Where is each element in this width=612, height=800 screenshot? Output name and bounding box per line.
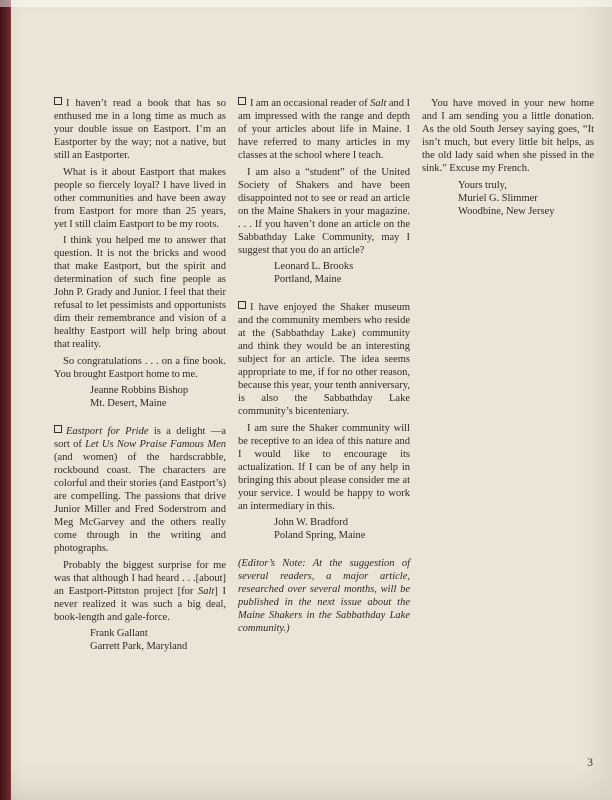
signature-line: Poland Spring, Maine xyxy=(274,530,366,541)
signature-line: Jeanne Robbins Bishop xyxy=(90,385,189,396)
body-text: What is it about Eastport that makes people so fiercely loyal? I have lived in other communities and have been away from Eastport for more than 25 years, yet I still claim Eastport to be my roots. xyxy=(54,166,226,230)
italic-text: Let Us Now Praise Famous Men xyxy=(85,439,226,450)
body-text: I am also a “student” of the United Society of Shakers and have been disappointed not to see or read an article on the Maine Shakers in your magazine. . . . If you haven’t done an article on the Sabbathday Lake Community, may I suggest that you do an article? xyxy=(238,166,410,256)
italic-text: (Editor’s Note: At the suggestion of several readers, a major article, researched over several months, will be published in the next issue about the Maine Shakers in the Sabbathday Lake community.) xyxy=(238,558,410,634)
letter-paragraph xyxy=(422,97,594,175)
body-text: and I am impressed with the range and depth of your articles about life in Maine. I have referred to many articles in my classes at the school where I teach. xyxy=(238,98,410,161)
letter-paragraph xyxy=(54,355,226,381)
letter-paragraph xyxy=(54,559,226,624)
signature-line: Mt. Desert, Maine xyxy=(90,398,167,409)
signature-block xyxy=(54,384,226,410)
signature-line: Muriel G. Slimmer xyxy=(458,192,538,204)
signature-block xyxy=(54,627,226,653)
letters-column-1 xyxy=(54,97,226,668)
letters-column-2 xyxy=(238,97,410,668)
body-text: is a delight —a sort of xyxy=(54,426,227,450)
body-text: I think you helped me to answer that question. It is not the bricks and wood that make Eastport, but the spirit and determination of such fine people as John P. Grady and Junior. I feel that their refusal to let pessimists and opportunists dim their remembrance and vision of a healthy Eastport will help bring about that reality. xyxy=(54,235,226,350)
body-text: So congratulations . . . on a fine book. You brought Eastport home to me. xyxy=(54,355,226,380)
binding-strip xyxy=(0,0,11,800)
body-text: You have moved in your new home and I am sending you a little donation. As the old South Jersey saying goes, “It isn’t much, but every little bit helps, as the old lady said when she pissed in the sink.” Excuse my French. xyxy=(422,98,594,174)
letter-paragraph xyxy=(54,166,226,231)
letter-paragraph xyxy=(54,234,226,351)
signature-line: Yours truly, xyxy=(458,179,507,191)
signature-line: John W. Bradford xyxy=(274,517,348,528)
signature-block xyxy=(238,260,410,286)
letter-paragraph xyxy=(54,97,226,162)
letter-marker-icon xyxy=(54,425,62,433)
letter-paragraph xyxy=(238,301,410,418)
signature-block xyxy=(238,516,410,542)
letter-paragraph xyxy=(54,425,226,555)
letter-marker-icon xyxy=(238,301,246,309)
letter-marker-icon xyxy=(54,97,62,105)
letter-paragraph xyxy=(238,166,410,257)
body-text: I have enjoyed the Shaker museum and the community members who reside at the (Sabbathday Lake) community and think they would be an interesting subject for an article. The idea seems appropriate to me, if for no other reason, because this year, your tenth anniversary, is also the Sabbathday Lake community’s bicenteniary. xyxy=(238,302,410,417)
signature-line: Frank Gallant xyxy=(90,628,148,639)
signature-block xyxy=(422,179,594,218)
letter-paragraph xyxy=(238,422,410,513)
body-text: I am sure the Shaker community will be receptive to an idea of this nature and I would like to encourage its actualization. If I can be of any help in bringing this about please consider me at your service. I would be happy to work an intermediary in this. xyxy=(238,422,410,512)
page-number: 3 xyxy=(587,757,593,769)
signature-line: Woodbine, New Jersey xyxy=(458,205,555,217)
italic-text: Salt xyxy=(198,585,215,597)
signature-line: Garrett Park, Maryland xyxy=(90,641,188,652)
body-text: ] I never realized it was such a big deal, book-length and gale-force. xyxy=(54,585,226,623)
editor-note xyxy=(238,557,410,635)
body-text: I haven’t read a book that has so enthused me in a long time as much as your double issue on Eastport. I’m an Eastporter by the way; not a native, but still an Eastporter. xyxy=(54,98,226,161)
signature-line: Leonard L. Brooks xyxy=(274,261,354,272)
letters-columns xyxy=(54,97,594,668)
italic-text: Salt xyxy=(370,98,387,109)
body-text: Probably the biggest surprise for me was that although I had heard . . .[about] an Eastport-Pittston project [for xyxy=(54,559,226,597)
signature-line: Portland, Maine xyxy=(274,274,342,285)
body-text: I am an occasional reader of xyxy=(250,98,371,109)
letter-paragraph xyxy=(238,97,410,162)
body-text: (and women) of the hardscrabble, rockbound coast. The characters are colorful and their stories (and Eastport’s) are compelling. The passions that drive Junior Miller and Fred Soderstrom and Meg McGarvey and the others really come through in the writing and photographs. xyxy=(54,452,226,554)
letter-marker-icon xyxy=(238,97,246,105)
letters-column-3 xyxy=(422,97,594,668)
italic-text: Eastport for Pride xyxy=(66,426,149,437)
